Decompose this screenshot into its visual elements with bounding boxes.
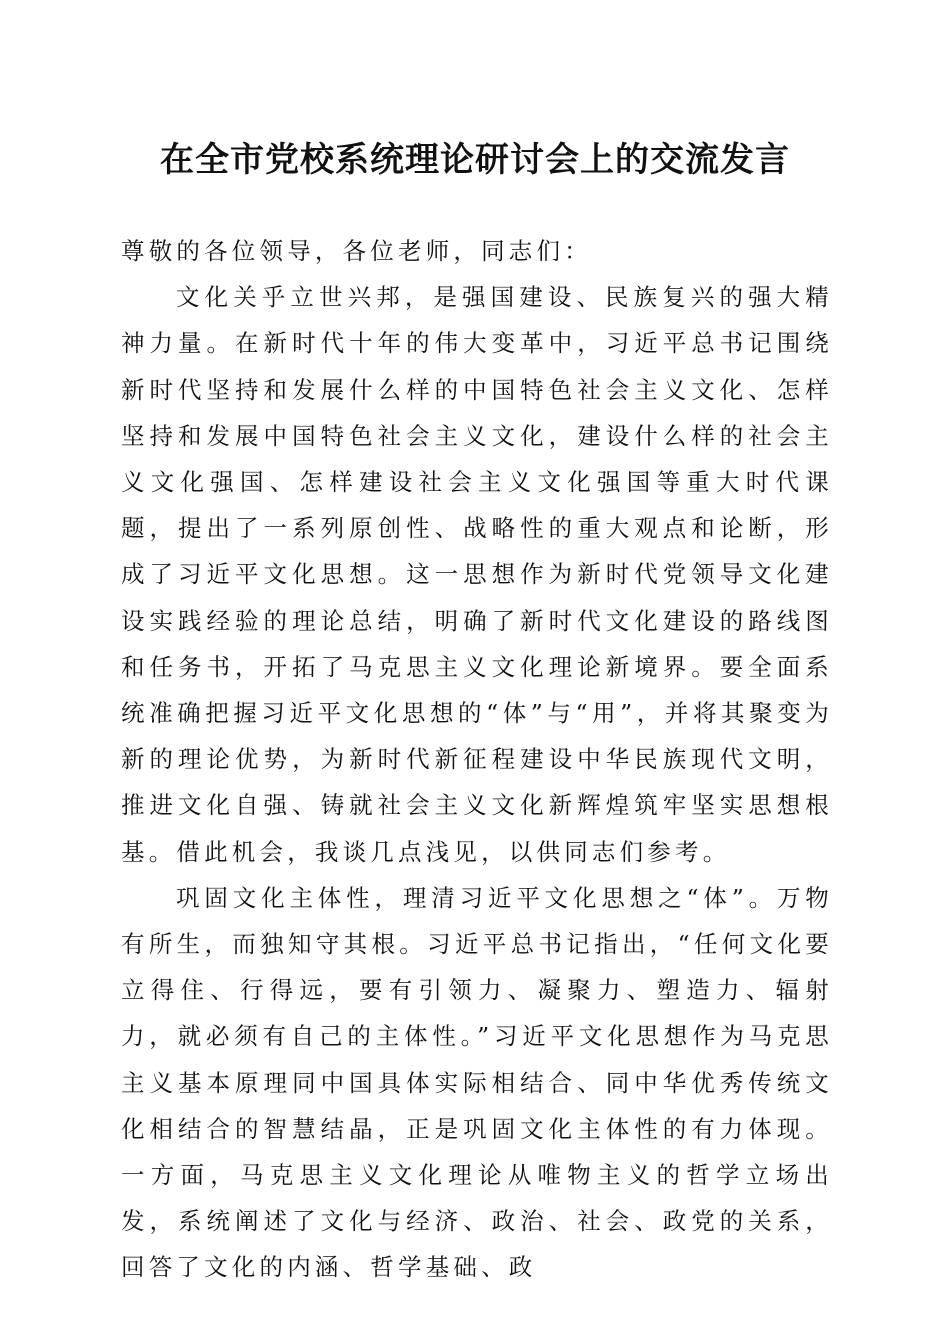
document-title: 在全市党校系统理论研讨会上的交流发言 (160, 140, 790, 180)
salutation: 尊敬的各位领导，各位老师，同志们： (121, 237, 592, 265)
document-body (121, 228, 833, 1291)
paragraph-intro: 文化关乎立世兴邦，是强国建设、民族复兴的强大精神力量。在新时代十年的伟大变革中，习近平总书记围绕新时代坚持和发展什么样的中国特色社会主义文化、怎样坚持和发展中国特色社会主义文化，建设什么样的社会主义文化强国、怎样建设社会主义文化强国等重大时代课题，提出了一系列原创性、战略性的重大观点和论断，形成了习近平文化思想。这一思想作为新时代党领导文化建设实践经验的理论总结，明确了新时代文化建设的路线图和任务书，开拓了马克思主义文化理论新境界。要全面系统准确把握习近平文化思想的“体”与“用”，并将其聚变为新的理论优势，为新时代新征程建设中华民族现代文明，推进文化自强、铸就社会主义文化新辉煌筑牢坚实思想根基。借此机会，我谈几点浅见，以供同志们参考。 (121, 283, 833, 866)
paragraph-cultural-subjectivity: 巩固文化主体性，理清习近平文化思想之“体”。万物有所生，而独知守其根。习近平总书记指出，“任何文化要立得住、行得远，要有引领力、凝聚力、塑造力、辐射力，就必须有自己的主体性。”习近平文化思想作为马克思主义基本原理同中国具体实际相结合、同中华优秀传统文化相结合的智慧结晶，正是巩固文化主体性的有力体现。一方面，马克思主义文化理论从唯物主义的哲学立场出发，系统阐述了文化与经济、政治、社会、政党的关系，回答了文化的内涵、哲学基础、政 (121, 883, 833, 1282)
